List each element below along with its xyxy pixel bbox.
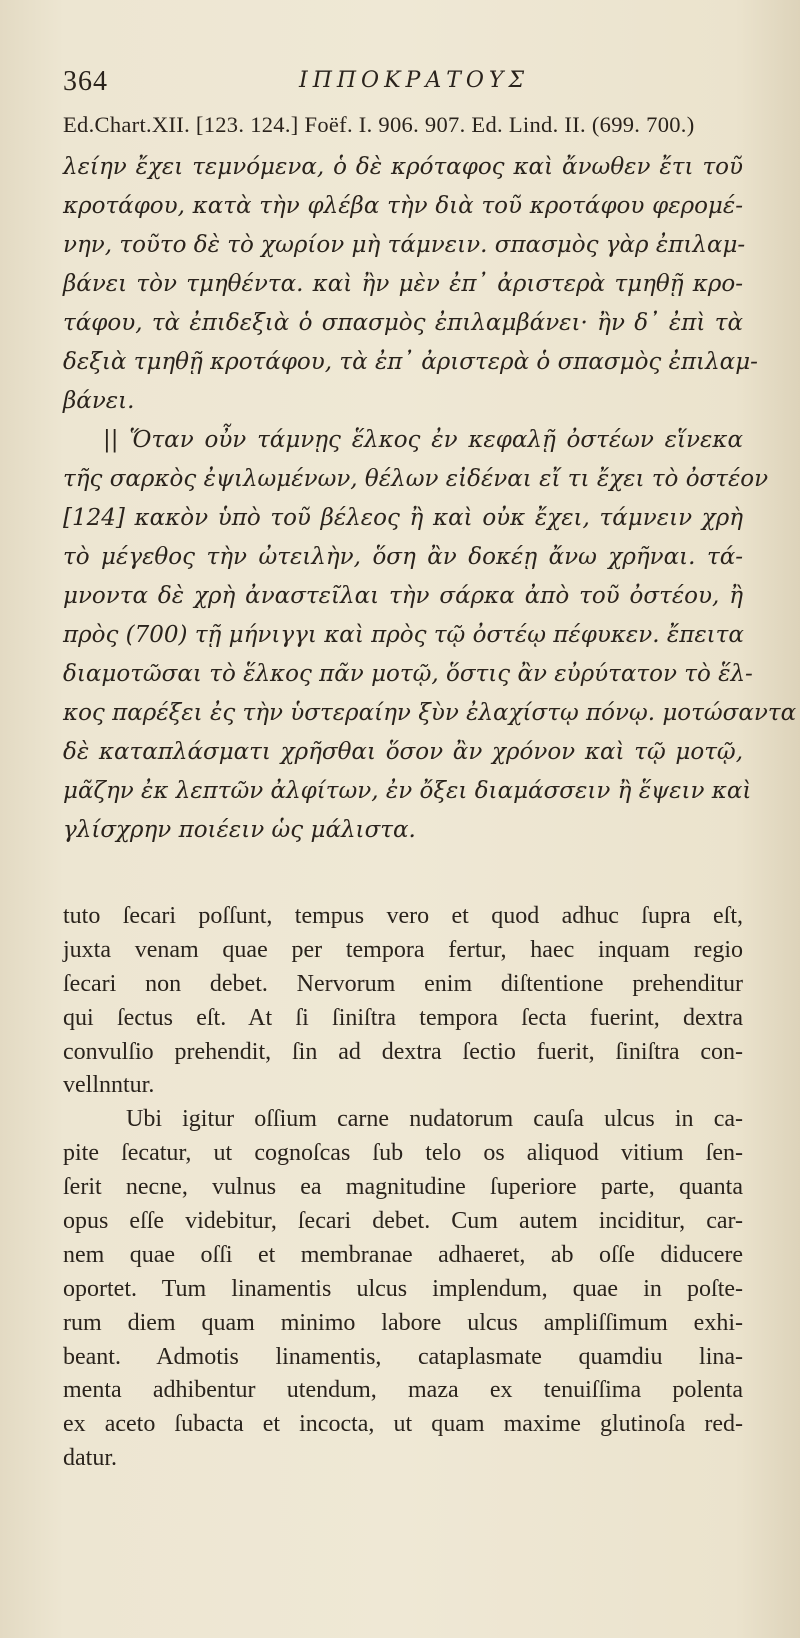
greek-line: κος παρέξει ἐς τὴν ὑστεραίην ξὺν ἐλαχίστῳ πόνῳ. μοτώσαντα <box>63 700 797 726</box>
greek-line: λείην ἔχει τεμνόμενα, ὁ δὲ κρόταφος καὶ ἄνωθεν ἔτι τοῦ <box>63 154 743 180</box>
greek-line: διαμοτῶσαι τὸ ἕλκος πᾶν μοτῷ, ὅστις ἂν εὐρύτατον τὸ ἕλ- <box>63 661 753 687</box>
latin-line: vellnntur. <box>63 1072 155 1099</box>
greek-line: τῆς σαρκὸς ἐψιλωμένων, θέλων εἰδέναι εἴ τι ἔχει τὸ ὀστέον <box>63 466 769 492</box>
greek-line: τάφου, τὰ ἐπιδεξιὰ ὁ σπασμὸς ἐπιλαμβάνει· ἢν δ᾽ ἐπὶ τὰ <box>63 310 743 336</box>
latin-line: Ubi igitur oſſium carne nudatorum cauſa ulcus in ca- <box>126 1106 743 1133</box>
greek-line: βάνει τὸν τμηθέντα. καὶ ἢν μὲν ἐπ᾽ ἀριστερὰ τμηθῇ κρο- <box>63 271 743 297</box>
greek-line: κροτάφου, κατὰ τὴν φλέβα τὴν διὰ τοῦ κροτάφου φερομέ- <box>63 193 743 219</box>
greek-text-block <box>63 148 797 850</box>
latin-line: tuto ſecari poſſunt, tempus vero et quod adhuc ſupra eſt, <box>63 903 743 929</box>
latin-line: ſecari non debet. Nervorum enim diſtentione prehenditur <box>63 970 743 997</box>
latin-line: opus eſſe videbitur, ſecari debet. Cum autem inciditur, car- <box>63 1208 743 1235</box>
greek-line: μᾶζην ἐκ λεπτῶν ἀλφίτων, ἐν ὄξει διαμάσσειν ἢ ἕψειν καὶ <box>63 778 752 804</box>
greek-line: || Ὅταν οὖν τάμνῃς ἕλκος ἐν κεφαλῇ ὀστέων εἵνεκα <box>103 427 743 453</box>
latin-line: juxta venam quae per tempora fertur, haec inquam regio <box>63 936 743 963</box>
latin-line: rum diem quam minimo labore ulcus ampliſſimum exhi- <box>63 1309 743 1336</box>
page-header <box>63 66 743 106</box>
edition-reference-line: Ed.Chart.XII. [123. 124.] Foëf. I. 906. 907. Ed. Lind. II. (699. 700.) <box>63 112 695 137</box>
page-number: 364 <box>63 66 108 97</box>
latin-line: menta adhibentur utendum, maza ex tenuiſſima polenta <box>63 1377 743 1404</box>
greek-line: τὸ μέγεθος τὴν ὠτειλὴν, ὅση ἂν δοκέῃ ἄνω χρῆναι. τά- <box>63 544 743 570</box>
latin-line: ex aceto ſubacta et incocta, ut quam maxime glutinoſa red- <box>63 1411 743 1438</box>
latin-line: datur. <box>63 1445 117 1472</box>
latin-line: oportet. Tum linamentis ulcus implendum, quae in poſte- <box>63 1275 743 1302</box>
greek-line: βάνει. <box>63 388 135 414</box>
greek-line: μνοντα δὲ χρὴ ἀναστεῖλαι τὴν σάρκα ἀπὸ τοῦ ὀστέου, ἢ <box>63 583 743 609</box>
latin-text-block <box>63 900 743 1476</box>
latin-line: pite ſecatur, ut cognoſcas ſub telo os aliquod vitium ſen- <box>63 1140 743 1167</box>
greek-line: νην, τοῦτο δὲ τὸ χωρίον μὴ τάμνειν. σπασμὸς γὰρ ἐπιλαμ- <box>63 232 746 258</box>
greek-line: πρὸς (700) τῇ μήνιγγι καὶ πρὸς τῷ ὀστέῳ πέφυκεν. ἔπειτα <box>63 622 744 648</box>
latin-line: ſerit necne, vulnus ea magnitudine ſuperiore parte, quanta <box>63 1174 743 1201</box>
latin-line: qui ſectus eſt. At ſi ſiniſtra tempora ſecta fuerint, dextra <box>63 1004 743 1031</box>
greek-line: [124] κακὸν ὑπὸ τοῦ βέλεος ἢ καὶ οὐκ ἔχει, τάμνειν χρὴ <box>63 505 743 531</box>
latin-line: convulſio prehendit, ſin ad dextra ſectio fuerit, ſiniſtra con- <box>63 1038 743 1065</box>
running-title: ΙΠΠΟΚΡΑΤΟΥΣ <box>299 68 530 93</box>
latin-line: beant. Admotis linamentis, cataplasmate quamdiu lina- <box>63 1343 743 1370</box>
greek-line: γλίσχρην ποιέειν ὡς μάλιστα. <box>63 817 416 843</box>
greek-line: δεξιὰ τμηθῇ κροτάφου, τὰ ἐπ᾽ ἀριστερὰ ὁ σπασμὸς ἐπιλαμ- <box>63 349 758 375</box>
latin-line: nem quae oſſi et membranae adhaeret, ab oſſe diducere <box>63 1241 743 1268</box>
greek-line: δὲ καταπλάσματι χρῆσθαι ὅσον ἂν χρόνον καὶ τῷ μοτῷ, <box>63 739 743 765</box>
